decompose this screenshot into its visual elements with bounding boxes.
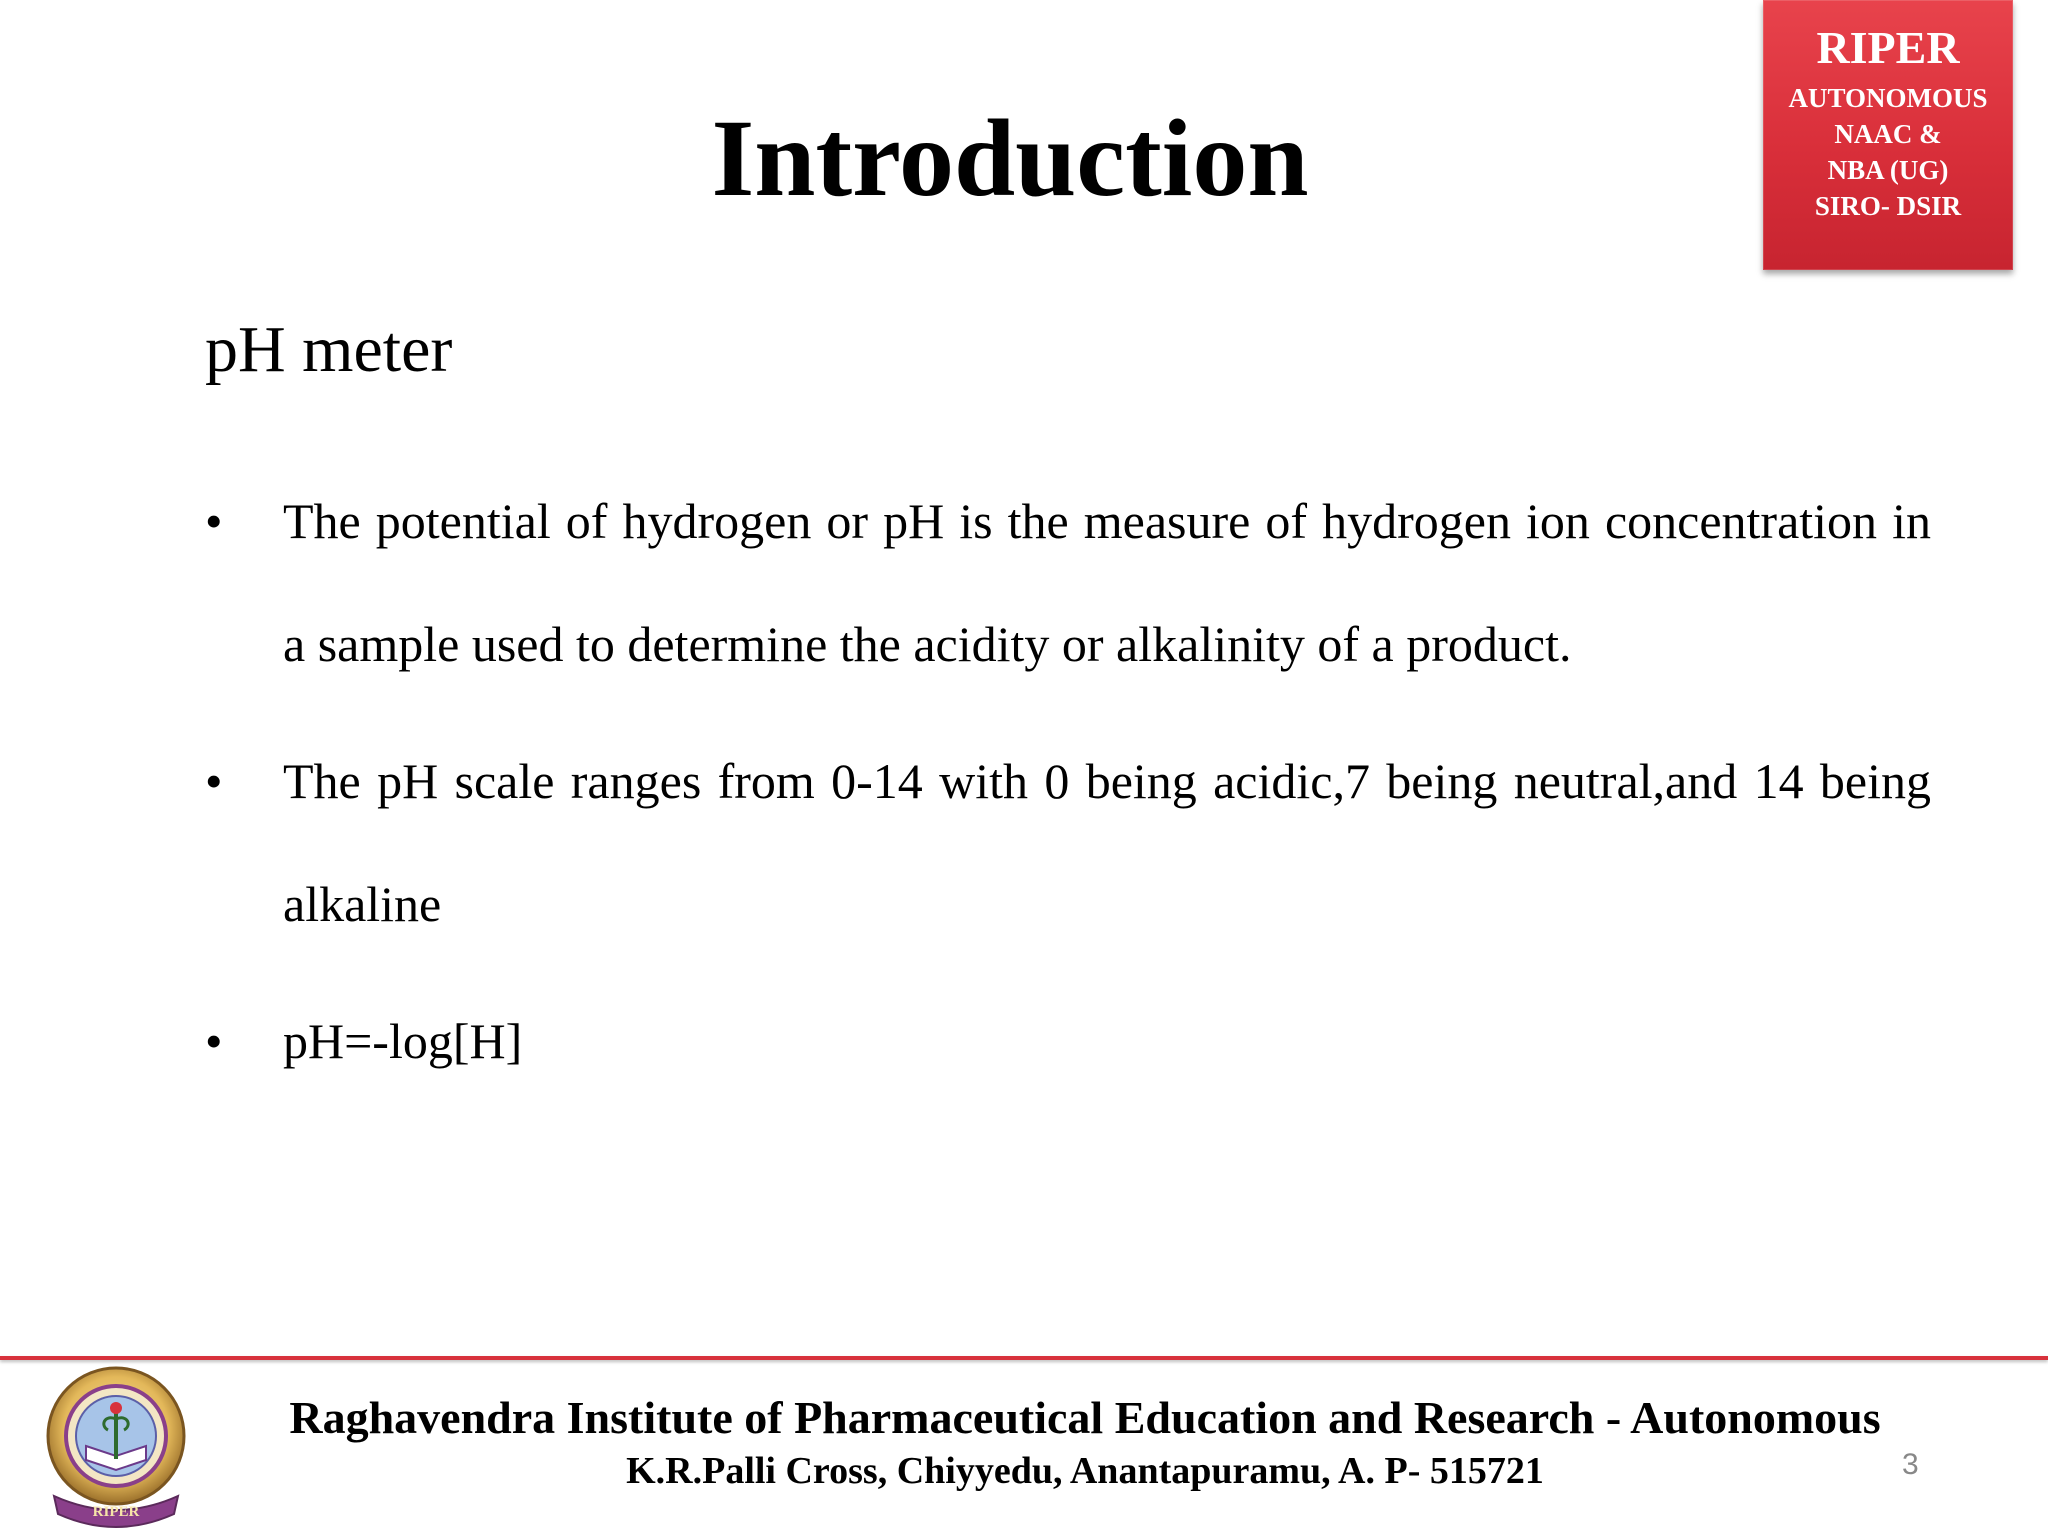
page-number: 3	[1902, 1448, 1919, 1481]
institute-logo-icon	[38, 1364, 194, 1530]
bullet-marker: •	[205, 493, 223, 549]
badge-line-nba: NBA (UG)	[1827, 155, 1949, 185]
bullet-text: pH=-log[H]	[283, 1013, 523, 1069]
bullet-marker: •	[205, 753, 223, 809]
bullet-marker: •	[205, 1013, 223, 1069]
bullet-item	[205, 980, 1931, 1103]
slide-subtitle: pH meter	[205, 313, 453, 386]
logo-ribbon-text: RIPER	[92, 1504, 140, 1520]
institute-name: Raghavendra Institute of Pharmaceutical Education and Research - Autonomous	[289, 1392, 1881, 1443]
institute-address: K.R.Palli Cross, Chiyyedu, Anantapuramu, A. P- 515721	[626, 1450, 1544, 1492]
footer-divider	[0, 1356, 2048, 1360]
slide-title: Introduction	[711, 97, 1309, 219]
bullet-text: The potential of hydrogen or pH is the measure of hydrogen ion concentration in a sample used to determine the acidity or alkalinity of a product.	[283, 493, 1931, 672]
badge-line-autonomous: AUTONOMOUS	[1788, 83, 1988, 113]
bullet-list	[205, 460, 1931, 1103]
bullet-item	[205, 720, 1931, 966]
badge-line-naac: NAAC &	[1834, 119, 1942, 149]
bullet-text: The pH scale ranges from 0-14 with 0 being acidic,7 being neutral,and 14 being alkaline	[283, 753, 1931, 932]
badge-title: RIPER	[1816, 22, 1960, 73]
bullet-item	[205, 460, 1931, 706]
badge-line-siro: SIRO- DSIR	[1814, 191, 1962, 221]
